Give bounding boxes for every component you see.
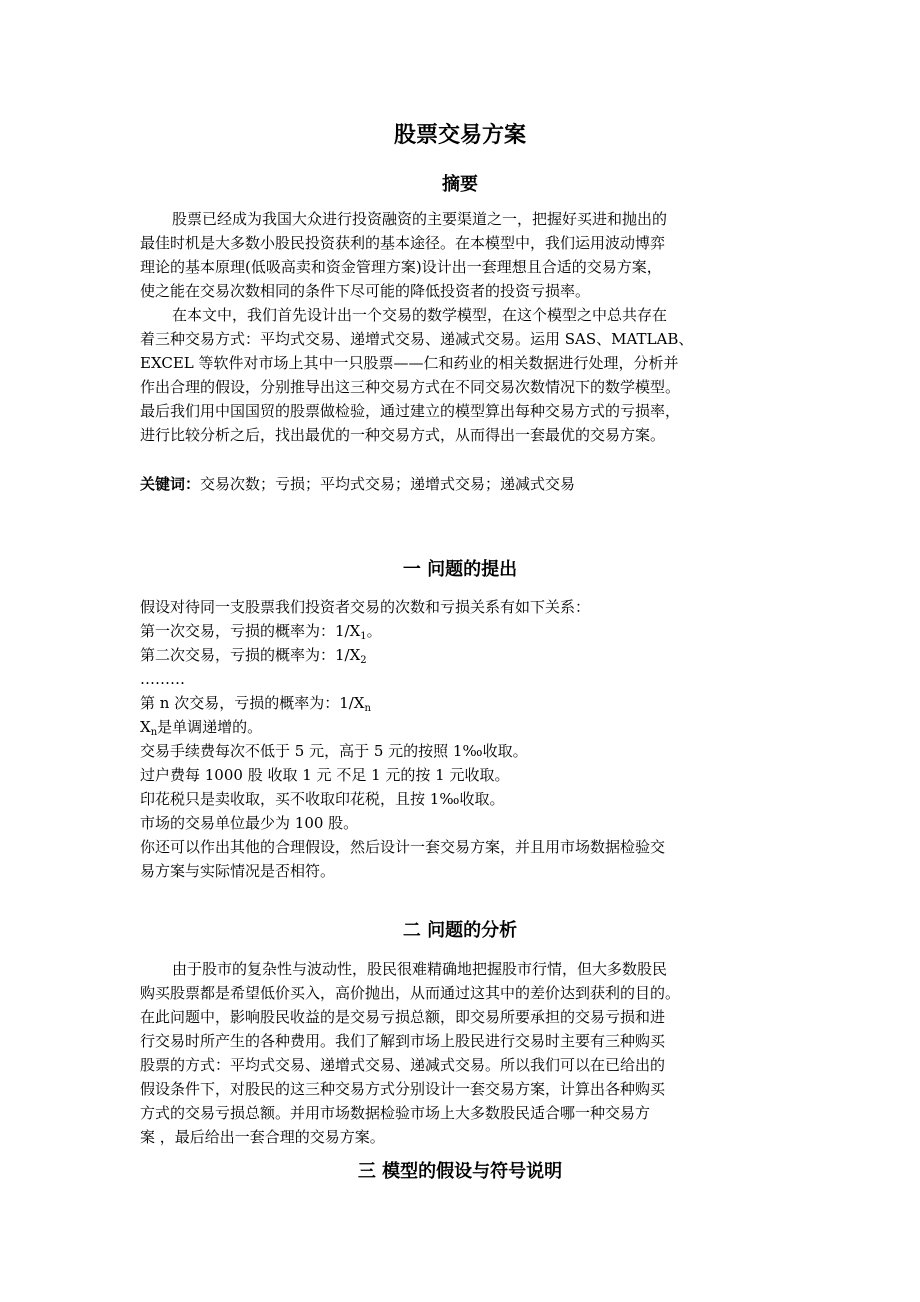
- abstract-p1-line: 股票已经成为我国大众进行投资融资的主要渠道之一，把握好买进和抛出的: [172, 210, 668, 228]
- section-2-line: 股票的方式：平均式交易、递增式交易、递减式交易。所以我们可以在已给出的: [140, 1056, 666, 1074]
- section-1-closing-line: 易方案与实际情况是否相符。: [140, 862, 336, 880]
- section-2-body: [140, 957, 780, 1149]
- abstract-p2-line: 在本文中，我们首先设计出一个交易的数学模型，在这个模型之中总共存在: [172, 306, 668, 324]
- section-1-trade-1: 第一次交易，亏损的概率为：$1/X_1$。: [140, 622, 382, 642]
- section-1-heading: 一 问题的提出: [402, 559, 518, 580]
- section-1-closing-line: 你还可以作出其他的合理假设，然后设计一套交易方案，并且用市场数据检验交: [140, 838, 666, 856]
- section-2-line: 方式的交易亏损总额。并用市场数据检验市场上大多数股民适合哪一种交易方: [140, 1104, 651, 1122]
- section-2-line: 假设条件下，对股民的这三种交易方式分别设计一套交易方案，计算出各种购买: [140, 1080, 666, 1098]
- abstract-paragraph-2: [140, 303, 780, 447]
- abstract-p1-line: 使之能在交易次数相同的条件下尽可能的降低投资者的投资亏损率。: [140, 282, 591, 300]
- document-title: 股票交易方案: [393, 123, 526, 148]
- section-1-rule-unit: 市场的交易单位最少为 100 股。: [140, 814, 359, 832]
- section-2-heading: 二 问题的分析: [402, 920, 518, 941]
- abstract-p1-line: 理论的基本原理(低吸高卖和资金管理方案)设计出一套理想且合适的交易方案，: [140, 258, 662, 276]
- section-1-rule-stamp: 印花税只是卖收取，买不收取印花税，且按 1‰收取。: [140, 790, 505, 808]
- abstract-p2-line: 作出合理的假设，分别推导出这三种交易方式在不同交易次数情况下的数学模型。: [140, 378, 681, 396]
- abstract-heading: 摘要: [442, 174, 478, 195]
- abstract-p2-line: 着三种交易方式：平均式交易、递增式交易、递减式交易。运用 SAS、MATLAB、: [140, 330, 694, 348]
- abstract-paragraph-1: [140, 207, 780, 303]
- section-1-rule-transfer: 过户费每 1000 股 收取 1 元 不足 1 元的按 1 元收取。: [140, 766, 510, 784]
- section-1-ellipsis: ………: [140, 670, 185, 688]
- section-1-trade-n: 第 n 次交易，亏损的概率为：$1/X_n$: [140, 694, 371, 714]
- section-2-line: 购买股票都是希望低价买入，高价抛出，从而通过这其中的差价达到获利的目的。: [140, 984, 681, 1002]
- abstract-p2-line: 进行比较分析之后，找出最优的一种交易方式，从而得出一套最优的交易方案。: [140, 426, 666, 444]
- section-3-heading: 三 模型的假设与符号说明: [357, 1161, 563, 1182]
- keywords-text: 交易次数；亏损；平均式交易；递增式交易；递减式交易: [200, 475, 576, 493]
- section-2-line: 行交易时所产生的各种费用。我们了解到市场上股民进行交易时主要有三种购买: [140, 1032, 666, 1050]
- keywords: [140, 472, 780, 496]
- abstract-p1-line: 最佳时机是大多数小股民投资获利的基本途径。在本模型中，我们运用波动博弈: [140, 234, 666, 252]
- section-2-line: 由于股市的复杂性与波动性，股民很难精确地把握股市行情，但大多数股民: [172, 960, 668, 978]
- section-1-monotonic: $X_n$是单调递增的。: [140, 718, 263, 738]
- section-1-body: [140, 595, 780, 883]
- section-1-rule-fee: 交易手续费每次不低于 5 元，高于 5 元的按照 1‰收取。: [140, 742, 528, 760]
- abstract-p2-line: EXCEL 等软件对市场上其中一只股票——仁和药业的相关数据进行处理，分析并: [140, 354, 679, 372]
- section-2-line: 案 ，最后给出一套合理的交易方案。: [140, 1128, 385, 1146]
- abstract-p2-line: 最后我们用中国国贸的股票做检验，通过建立的模型算出每种交易方式的亏损率，: [140, 402, 681, 420]
- section-2-line: 在此问题中，影响股民收益的是交易亏损总额，即交易所要承担的交易亏损和进: [140, 1008, 666, 1026]
- keywords-label: 关键词：: [140, 475, 201, 493]
- section-1-trade-2: 第二次交易，亏损的概率为：$1/X_2$: [140, 646, 367, 666]
- section-1-intro: 假设对待同一支股票我们投资者交易的次数和亏损关系有如下关系：: [140, 598, 591, 616]
